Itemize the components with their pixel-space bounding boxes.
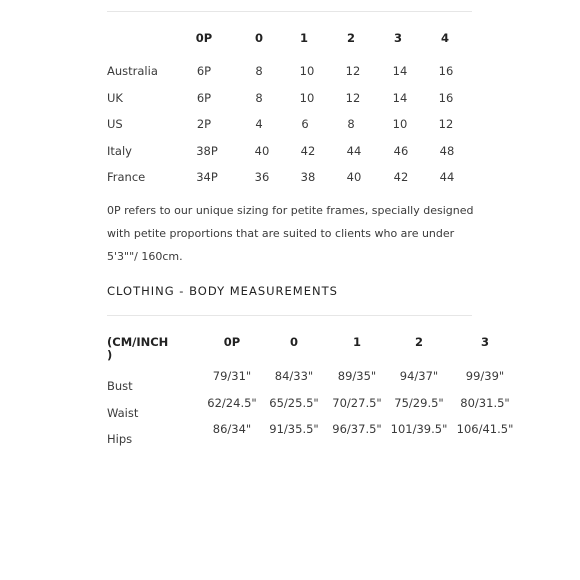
size-cell: 48 (439, 144, 455, 158)
size-cell: 12 (438, 117, 454, 131)
size-cell: 6P (196, 91, 212, 105)
size-cell: 38P (196, 144, 218, 158)
measurement-cell: 80/31.5" (460, 396, 510, 410)
measurement-cell: 96/37.5" (332, 422, 382, 436)
size-cell: 42 (300, 144, 316, 158)
size-cell: 40 (254, 144, 270, 158)
measurement-cell: 101/39.5" (390, 422, 448, 436)
size-cell: 44 (346, 144, 362, 158)
size-cell: 2P (196, 117, 212, 131)
size-cell: 8 (347, 117, 355, 131)
size-cell: 6P (196, 64, 212, 78)
unit-header: ) (107, 348, 113, 362)
measurement-cell: 99/39" (465, 369, 505, 383)
size-header: 3 (480, 335, 490, 349)
measurement-cell: 75/29.5" (394, 396, 444, 410)
measurement-cell: 65/25.5" (269, 396, 319, 410)
size-cell: 8 (255, 64, 263, 78)
note-line: with petite proportions that are suited to clients who are under (107, 227, 455, 240)
measurement-cell: 106/41.5" (456, 422, 514, 436)
note-line: 5'3""/ 160cm. (107, 250, 183, 263)
measurement-cell: 94/37" (399, 369, 439, 383)
measurement-cell: 70/27.5" (332, 396, 382, 410)
size-cell: 12 (345, 91, 361, 105)
size-header: 1 (299, 31, 309, 45)
size-header: 0 (254, 31, 264, 45)
size-cell: 16 (438, 91, 454, 105)
size-header: 1 (352, 335, 362, 349)
size-cell: 6 (301, 117, 309, 131)
size-cell: 40 (346, 170, 362, 184)
size-cell: 8 (255, 91, 263, 105)
country-label: UK (107, 91, 123, 105)
measurement-cell: 91/35.5" (269, 422, 319, 436)
section-title: CLOTHING - BODY MEASUREMENTS (107, 284, 338, 298)
measurement-cell: 89/35" (337, 369, 377, 383)
country-label: Australia (107, 64, 158, 78)
measurement-cell: 86/34" (212, 422, 252, 436)
measurement-label: Hips (107, 432, 133, 446)
size-header: 0 (289, 335, 299, 349)
size-cell: 14 (392, 91, 408, 105)
size-cell: 46 (393, 144, 409, 158)
unit-header: (CM/INCH (107, 335, 169, 349)
size-cell: 14 (392, 64, 408, 78)
size-cell: 10 (299, 64, 315, 78)
measurement-label: Waist (107, 406, 139, 420)
size-header: 2 (414, 335, 424, 349)
measurement-cell: 84/33" (274, 369, 314, 383)
size-header: 4 (440, 31, 450, 45)
size-cell: 16 (438, 64, 454, 78)
country-label: Italy (107, 144, 132, 158)
size-header: 0P (195, 31, 213, 45)
size-header: 3 (393, 31, 403, 45)
note-line: 0P refers to our unique sizing for petite frames, specially designed (107, 204, 474, 217)
size-cell: 12 (345, 64, 361, 78)
size-cell: 36 (254, 170, 270, 184)
size-cell: 10 (392, 117, 408, 131)
size-cell: 42 (393, 170, 409, 184)
size-header: 2 (346, 31, 356, 45)
size-cell: 10 (299, 91, 315, 105)
measurement-cell: 79/31" (212, 369, 252, 383)
country-label: US (107, 117, 123, 131)
size-cell: 44 (439, 170, 455, 184)
measurement-cell: 62/24.5" (207, 396, 257, 410)
country-label: France (107, 170, 146, 184)
size-header: 0P (223, 335, 241, 349)
size-cell: 34P (196, 170, 218, 184)
size-cell: 4 (255, 117, 263, 131)
measurement-label: Bust (107, 379, 133, 393)
size-cell: 38 (300, 170, 316, 184)
